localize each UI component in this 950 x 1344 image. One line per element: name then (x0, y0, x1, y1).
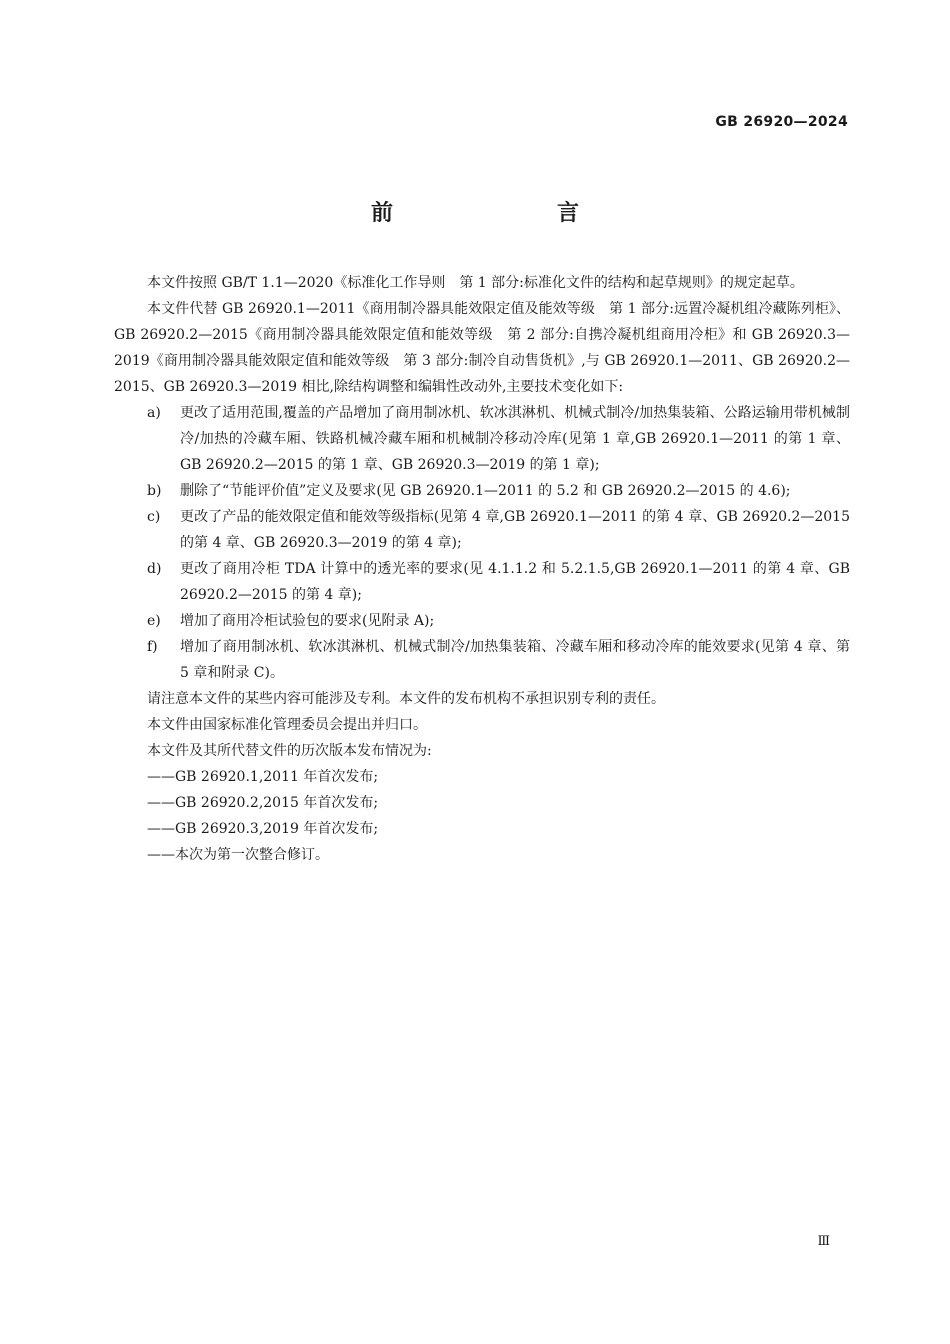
list-marker: d) (147, 561, 162, 577)
change-item-d (114, 556, 850, 608)
page-number: Ⅲ (817, 1234, 830, 1249)
list-marker: f) (147, 639, 158, 655)
change-item-e (114, 608, 850, 634)
list-marker: a) (147, 405, 161, 421)
list-marker: c) (147, 509, 161, 525)
list-marker: e) (147, 613, 161, 629)
change-text: 更改了适用范围,覆盖的产品增加了商用制冰机、软冰淇淋机、机械式制冷/加热集装箱、公路运输用带机械制冷/加热的冷藏车厢、铁路机械冷藏车厢和机械制冷移动冷库(见第 1 章,GB 26920.1—2011 的第 1 章、GB 26920.2—2015 的第 1 章、GB 26920.3—2019 的第 1 章); (180, 405, 850, 473)
history-intro: 本文件及其所代替文件的历次版本发布情况为: (147, 743, 432, 759)
proposer-notice: 本文件由国家标准化管理委员会提出并归口。 (147, 717, 427, 733)
change-text: 更改了产品的能效限定值和能效等级指标(见第 4 章,GB 26920.1—2011 的第 4 章、GB 26920.2—2015 的第 4 章、GB 26920.3—2019 的第 4 章); (180, 509, 850, 551)
replacement-paragraph: 本文件代替 GB 26920.1—2011《商用制冷器具能效限定值及能效等级 第 1 部分:远置冷凝机组冷藏陈列柜》、GB 26920.2—2015《商用制冷器具能效限定值和能效等级 第 2 部分:自携冷凝机组商用冷柜》和 GB 26920.3—2019《商用制冷器具能效限定值和能效等级 第 3 部分:制冷自动售货机》,与 GB 26920.1—2011、GB 26920.2—2015、GB 26920.3—2019 相比,除结构调整和编辑性改动外,主要技术变化如下: (114, 301, 850, 395)
page-title: 前 言 (370, 201, 619, 226)
change-text: 删除了“节能评价值”定义及要求(见 GB 26920.1—2011 的 5.2 和 GB 26920.2—2015 的 4.6); (180, 483, 791, 499)
history-item: ——GB 26920.1,2011 年首次发布; (147, 769, 379, 785)
standard-number: GB 26920—2024 (715, 114, 848, 130)
history-item: ——GB 26920.2,2015 年首次发布; (147, 795, 379, 811)
history-item: ——本次为第一次整合修订。 (147, 847, 329, 863)
history-item: ——GB 26920.3,2019 年首次发布; (147, 821, 379, 837)
foreword-body (114, 270, 850, 868)
change-item-f (114, 634, 850, 686)
change-item-b (114, 478, 850, 504)
list-marker: b) (147, 483, 162, 499)
change-item-c (114, 504, 850, 556)
patent-notice: 请注意本文件的某些内容可能涉及专利。本文件的发布机构不承担识别专利的责任。 (147, 691, 665, 707)
change-text: 更改了商用冷柜 TDA 计算中的透光率的要求(见 4.1.1.2 和 5.2.1.5,GB 26920.1—2011 的第 4 章、GB 26920.2—2015 的第 4 章); (180, 561, 850, 603)
drafting-rule-paragraph: 本文件按照 GB/T 1.1—2020《标准化工作导则 第 1 部分:标准化文件的结构和起草规则》的规定起草。 (147, 275, 804, 291)
change-item-a (114, 400, 850, 478)
change-text: 增加了商用冷柜试验包的要求(见附录 A); (180, 613, 435, 629)
change-text: 增加了商用制冰机、软冰淇淋机、机械式制冷/加热集装箱、冷藏车厢和移动冷库的能效要求(见第 4 章、第 5 章和附录 C)。 (180, 639, 850, 681)
